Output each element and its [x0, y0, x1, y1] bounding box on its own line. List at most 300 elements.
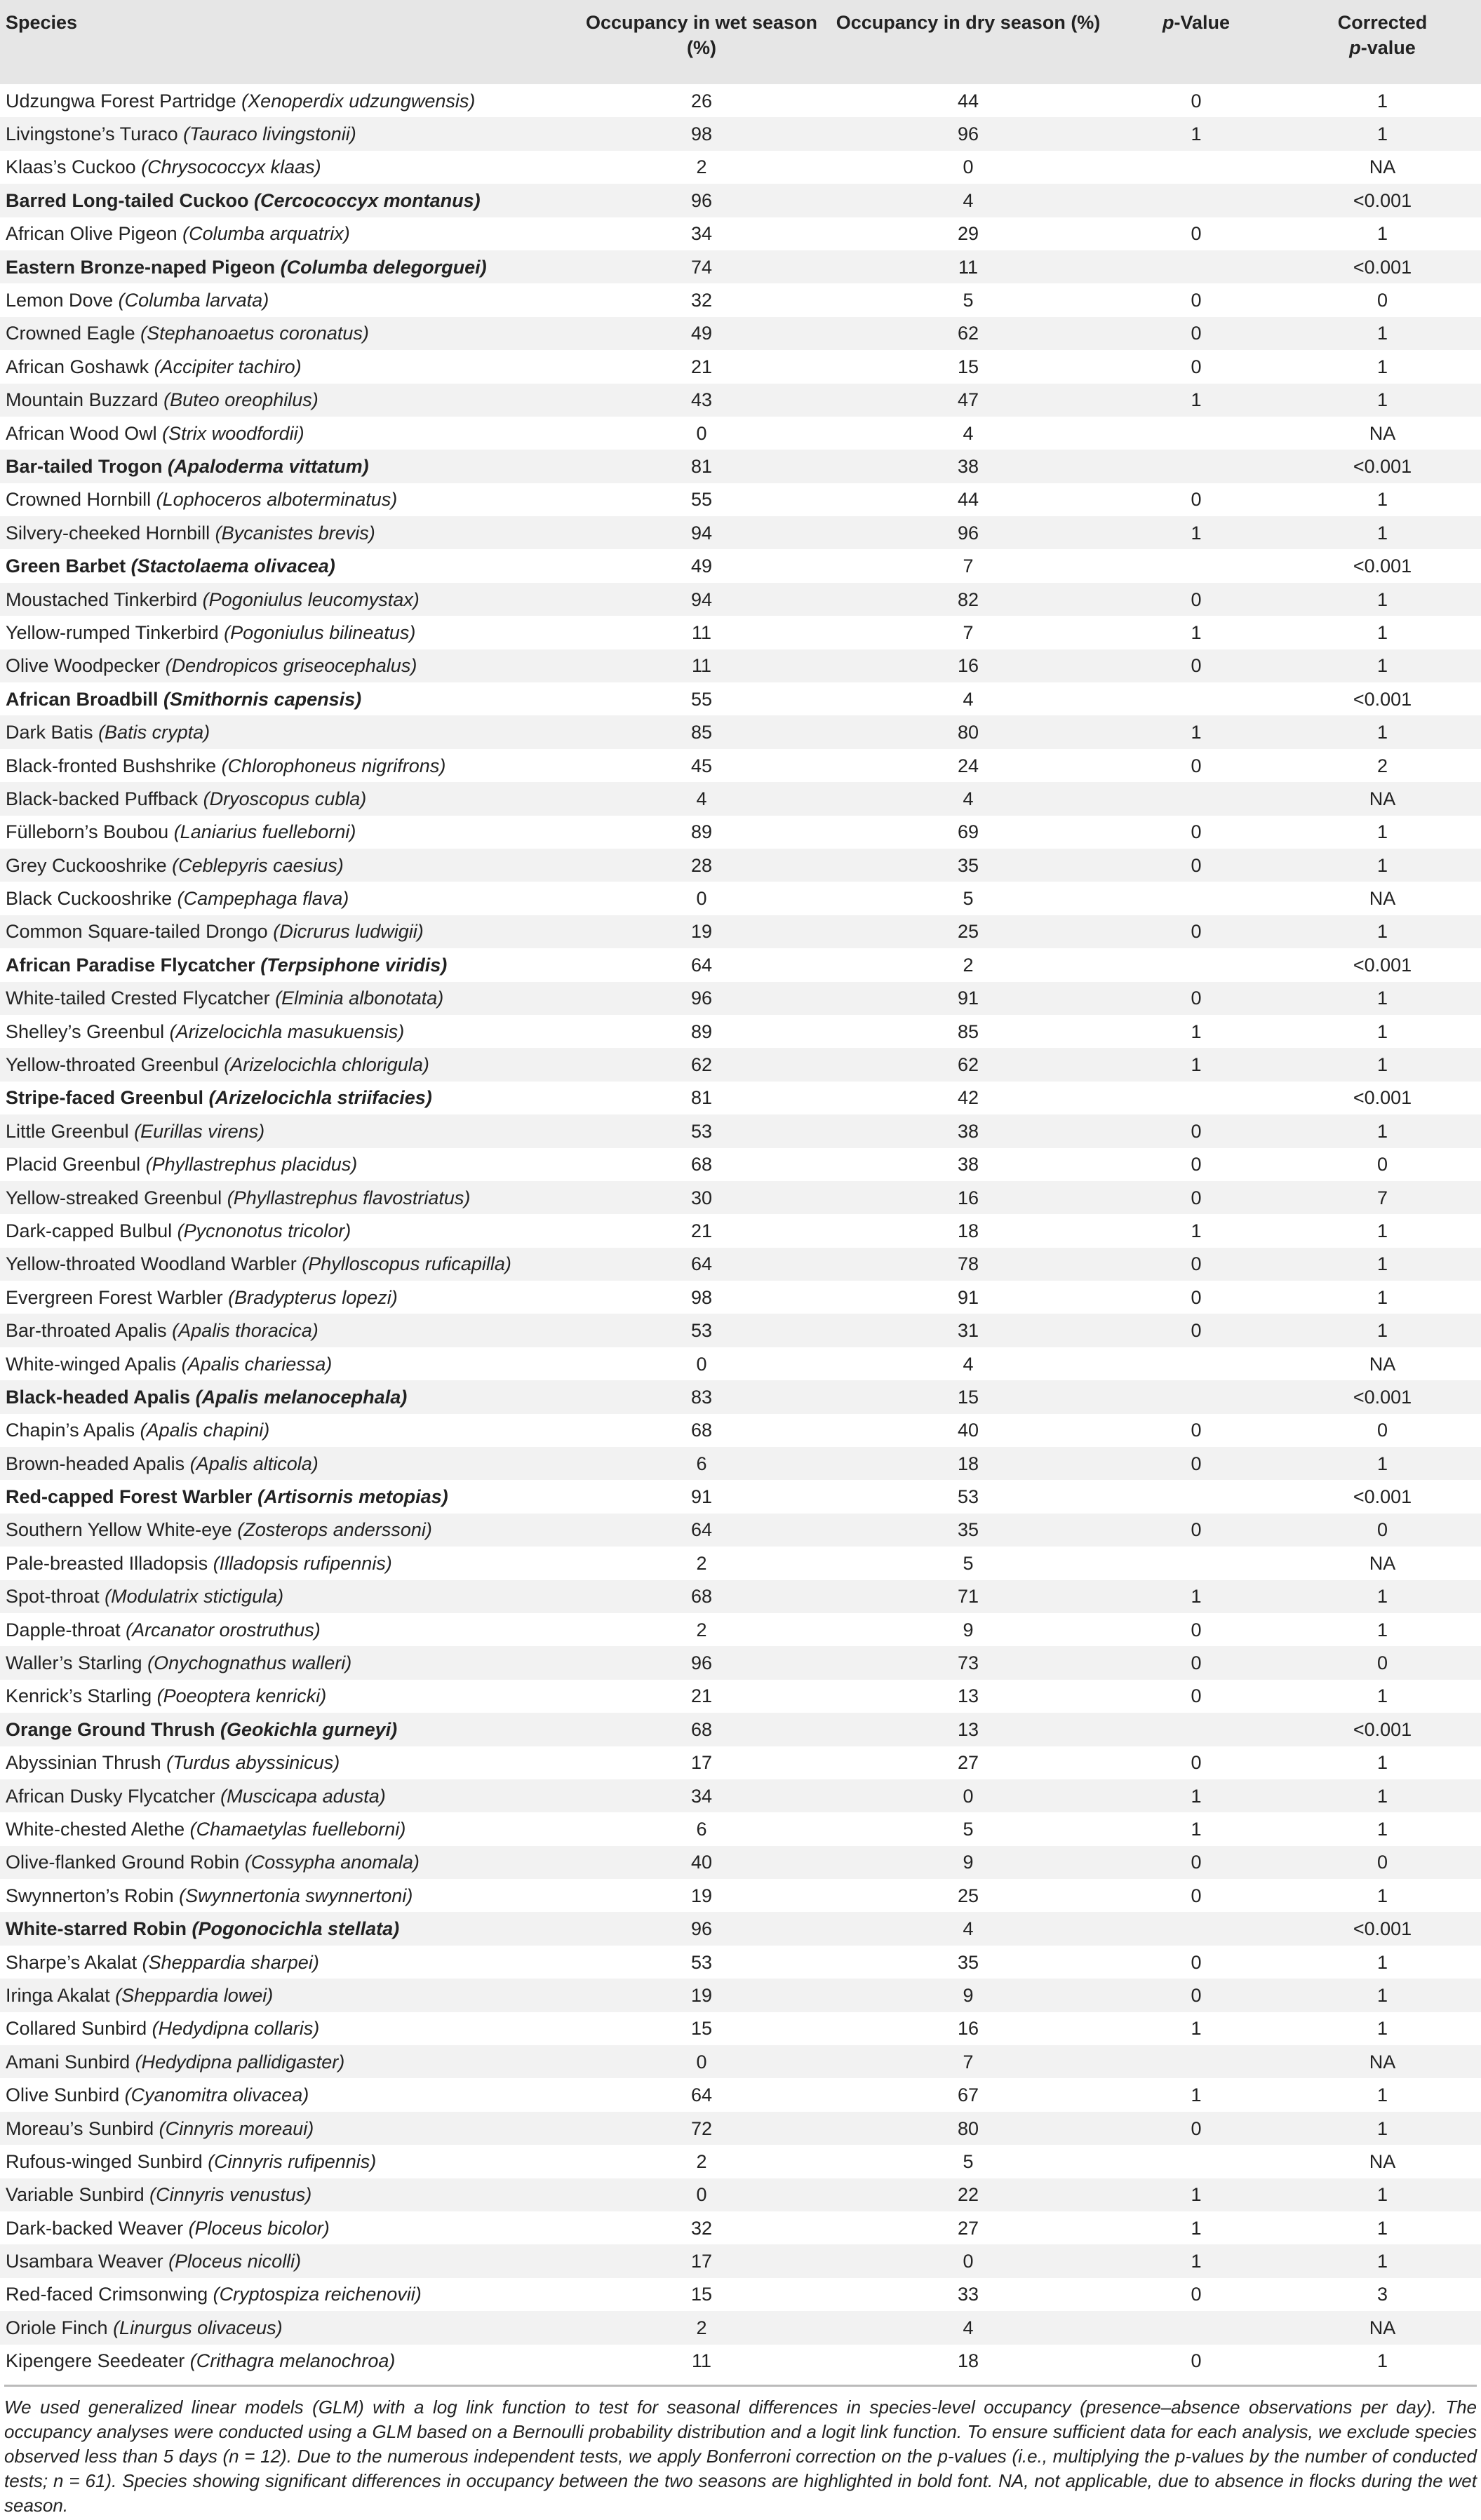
species-cell: [0, 250, 575, 283]
species-common-name: Bar-tailed Trogon: [6, 455, 163, 477]
species-common-name: Udzungwa Forest Partridge: [6, 90, 236, 112]
dry-occupancy-cell: 40: [957, 1420, 979, 1441]
species-cell: [0, 1514, 575, 1547]
species-common-name: Pale-breasted Illadopsis: [6, 1552, 208, 1574]
corrected-p-value-cell: 1: [1376, 2251, 1388, 2272]
table-footnote: We used generalized linear models (GLM) with a log link function to test for seasonal differences in species-level occupancy (presence–absence observations per day). The occupancy analyses were conducted using a GLM based on a Bernoulli probability distribution and a logit link function. To ensure sufficient data for each analysis, we exclude species observed less than 5 days (n = 12). Due to the numerous independent tests, we apply Bonferroni correction on the p-values (i.e., multiplying the p-values by the number of conducted tests; n = 61). Species showing significant differences in occupancy between the two seasons are highlighted in bold font. NA, not applicable, due to absence in flocks during the wet season.: [4, 2385, 1477, 2518]
species-common-name: Abyssinian Thrush: [6, 1752, 161, 1774]
p-value-cell: 0: [1191, 1852, 1202, 1873]
dry-occupancy-cell: 9: [963, 1852, 974, 1873]
table-row: [0, 483, 1481, 516]
wet-occupancy-cell: 53: [690, 1120, 713, 1142]
p-value-cell: 0: [1191, 1984, 1202, 2006]
species-common-name: Shelley’s Greenbul: [6, 1020, 165, 1042]
species-scientific-name: (Modulatrix stictigula): [105, 1586, 284, 1608]
table-row: [0, 1114, 1481, 1147]
species-scientific-name: (Apalis thoracica): [172, 1320, 319, 1342]
wet-occupancy-cell: 89: [690, 1020, 713, 1042]
species-cell: [0, 715, 575, 748]
species-scientific-name: (Geokichla gurneyi): [220, 1718, 398, 1740]
table-row: [0, 217, 1481, 250]
species-common-name: Common Square-tailed Drongo: [6, 921, 268, 943]
p-value-cell: [1108, 151, 1284, 184]
corrected-p-value-cell: NA: [1369, 888, 1396, 910]
corrected-p-value-cell: 1: [1376, 655, 1388, 677]
species-common-name: Yellow-streaked Greenbul: [6, 1187, 222, 1208]
dry-occupancy-cell: 24: [957, 755, 979, 776]
species-cell: [0, 1713, 575, 1746]
species-cell: [0, 948, 575, 981]
species-cell: [0, 1879, 575, 1912]
species-cell: [0, 317, 575, 350]
table-row: [0, 2012, 1481, 2045]
corrected-p-value-cell: <0.001: [1353, 555, 1412, 577]
p-value-cell: [1108, 417, 1284, 450]
dry-occupancy-cell: 35: [957, 1951, 979, 1973]
table-row: [0, 1048, 1481, 1081]
species-cell: [0, 117, 575, 150]
table-row: [0, 2278, 1481, 2311]
wet-occupancy-cell: 74: [690, 256, 713, 278]
wet-occupancy-cell: 17: [690, 1752, 713, 1774]
corrected-p-value-cell: 1: [1376, 1220, 1388, 1241]
dry-occupancy-cell: 4: [963, 688, 974, 710]
dry-occupancy-cell: 38: [957, 455, 979, 477]
p-value-cell: 1: [1191, 1220, 1202, 1241]
table-row: [0, 117, 1481, 150]
corrected-p-value-cell: <0.001: [1353, 688, 1412, 710]
dry-occupancy-cell: 9: [963, 1984, 974, 2006]
corrected-p-value-cell: 1: [1376, 722, 1388, 743]
corrected-p-value-cell: 1: [1376, 921, 1388, 943]
dry-occupancy-cell: 5: [963, 290, 974, 311]
table-row: [0, 583, 1481, 616]
species-scientific-name: (Columba arquatrix): [182, 223, 350, 245]
species-common-name: Chapin’s Apalis: [6, 1420, 135, 1441]
dry-occupancy-cell: 11: [958, 256, 979, 278]
header-p-italic: p: [1162, 12, 1174, 33]
corrected-p-value-cell: <0.001: [1353, 1718, 1412, 1740]
table-row: [0, 816, 1481, 849]
species-cell: [0, 2112, 575, 2145]
p-value-cell: [1108, 450, 1284, 483]
dry-occupancy-cell: 38: [957, 1120, 979, 1142]
p-value-cell: 1: [1191, 1020, 1202, 1042]
dry-occupancy-cell: 25: [957, 1885, 979, 1906]
wet-occupancy-cell: 40: [690, 1852, 713, 1873]
species-common-name: Yellow-throated Greenbul: [6, 1054, 219, 1076]
corrected-p-value-cell: 1: [1376, 1020, 1388, 1042]
species-common-name: Barred Long-tailed Cuckoo: [6, 189, 249, 211]
wet-occupancy-cell: 19: [690, 1984, 713, 2006]
dry-occupancy-cell: 15: [957, 1386, 979, 1408]
wet-occupancy-cell: 2: [696, 1619, 707, 1640]
corrected-p-value-cell: 1: [1376, 854, 1388, 876]
species-scientific-name: (Sheppardia sharpei): [142, 1951, 319, 1973]
table-row: [0, 616, 1481, 649]
species-cell: [0, 1480, 575, 1513]
dry-occupancy-cell: 4: [963, 788, 974, 809]
table-row: [0, 1779, 1481, 1812]
corrected-p-value-cell: 0: [1376, 1652, 1388, 1674]
dry-occupancy-cell: 85: [957, 1020, 979, 1042]
dry-occupancy-cell: 0: [963, 156, 974, 178]
wet-occupancy-cell: 53: [690, 1320, 713, 1342]
species-scientific-name: (Zosterops anderssoni): [237, 1519, 432, 1541]
species-scientific-name: (Batis crypta): [98, 722, 210, 743]
header-row: [0, 0, 1481, 84]
p-value-cell: 0: [1191, 1652, 1202, 1674]
species-common-name: African Olive Pigeon: [6, 223, 177, 245]
species-cell: [0, 749, 575, 782]
table-row: [0, 2078, 1481, 2111]
species-scientific-name: (Cyanomitra olivacea): [124, 2084, 309, 2106]
corrected-p-value-cell: <0.001: [1353, 1918, 1412, 1940]
species-cell: [0, 84, 575, 117]
dry-occupancy-cell: 35: [957, 854, 979, 876]
table-row: [0, 1946, 1481, 1979]
table-row: [0, 649, 1481, 682]
wet-occupancy-cell: 98: [690, 123, 713, 145]
species-scientific-name: (Phyllastrephus flavostriatus): [227, 1187, 471, 1208]
corrected-p-value-cell: 1: [1376, 2217, 1388, 2239]
species-common-name: Brown-headed Apalis: [6, 1453, 185, 1474]
species-common-name: Orange Ground Thrush: [6, 1718, 215, 1740]
table-row: [0, 84, 1481, 117]
corrected-p-value-cell: 1: [1376, 1286, 1388, 1308]
header-species: Species: [0, 0, 575, 84]
p-value-cell: 1: [1191, 2084, 1202, 2106]
wet-occupancy-cell: 6: [696, 1453, 707, 1474]
p-value-cell: [1108, 1480, 1284, 1513]
species-cell: [0, 217, 575, 250]
table-body: [0, 84, 1481, 2378]
species-common-name: Silvery-cheeked Hornbill: [6, 522, 210, 544]
p-value-cell: 0: [1191, 1685, 1202, 1707]
species-cell: [0, 417, 575, 450]
species-common-name: Black-backed Puffback: [6, 788, 199, 809]
wet-occupancy-cell: 6: [696, 1819, 707, 1840]
dry-occupancy-cell: 15: [957, 356, 979, 377]
p-value-cell: 0: [1191, 90, 1202, 112]
corrected-p-value-cell: 1: [1376, 1819, 1388, 1840]
species-cell: [0, 2244, 575, 2277]
corrected-p-value-cell: <0.001: [1353, 1486, 1412, 1508]
species-common-name: Olive Woodpecker: [6, 655, 161, 677]
species-scientific-name: (Hedydipna pallidigaster): [135, 2051, 345, 2073]
p-value-cell: [1108, 782, 1284, 815]
table-row: [0, 417, 1481, 450]
p-value-cell: 0: [1191, 1120, 1202, 1142]
species-common-name: African Goshawk: [6, 356, 149, 377]
species-cell: [0, 1547, 575, 1579]
wet-occupancy-cell: 34: [690, 223, 713, 245]
wet-occupancy-cell: 2: [696, 2317, 707, 2338]
p-value-cell: 0: [1191, 1951, 1202, 1973]
p-value-cell: 0: [1191, 755, 1202, 776]
table-row: [0, 1447, 1481, 1480]
species-scientific-name: (Arizelocichla chlorigula): [224, 1054, 429, 1076]
corrected-p-value-cell: 1: [1376, 123, 1388, 145]
table-row: [0, 1514, 1481, 1547]
corrected-p-value-cell: 1: [1376, 1120, 1388, 1142]
dry-occupancy-cell: 18: [957, 1453, 979, 1474]
table-row: [0, 2311, 1481, 2344]
table-row: [0, 317, 1481, 350]
species-cell: [0, 1680, 575, 1713]
dry-occupancy-cell: 71: [957, 1586, 979, 1608]
p-value-cell: 0: [1191, 2284, 1202, 2305]
species-common-name: Stripe-faced Greenbul: [6, 1087, 204, 1109]
dry-occupancy-cell: 4: [963, 2317, 974, 2338]
dry-occupancy-cell: 27: [957, 1752, 979, 1774]
corrected-p-value-cell: <0.001: [1353, 954, 1412, 976]
corrected-p-value-cell: <0.001: [1353, 189, 1412, 211]
dry-occupancy-cell: 80: [957, 2117, 979, 2139]
species-scientific-name: (Smithornis capensis): [163, 688, 362, 710]
corrected-p-value-cell: 1: [1376, 1619, 1388, 1640]
wet-occupancy-cell: 21: [690, 356, 713, 377]
species-scientific-name: (Arcanator orostruthus): [126, 1619, 321, 1640]
species-common-name: Oriole Finch: [6, 2317, 108, 2338]
table-row: [0, 450, 1481, 483]
p-value-cell: 0: [1191, 356, 1202, 377]
species-common-name: Placid Greenbul: [6, 1154, 141, 1175]
species-scientific-name: (Linurgus olivaceus): [113, 2317, 283, 2338]
p-value-cell: 0: [1191, 821, 1202, 843]
species-common-name: Bar-throated Apalis: [6, 1320, 167, 1342]
table-row: [0, 1646, 1481, 1679]
wet-occupancy-cell: 96: [690, 1918, 713, 1940]
dry-occupancy-cell: 7: [963, 555, 974, 577]
species-cell: [0, 816, 575, 849]
corrected-p-value-cell: <0.001: [1353, 1087, 1412, 1109]
header-wet-occupancy: Occupancy in wet season (%): [575, 0, 828, 84]
dry-occupancy-cell: 16: [957, 655, 979, 677]
corrected-p-value-cell: 1: [1376, 2084, 1388, 2106]
table-row: [0, 1580, 1481, 1613]
species-scientific-name: (Buteo oreophilus): [163, 389, 319, 411]
wet-occupancy-cell: 49: [690, 323, 713, 344]
p-value-cell: [1108, 1912, 1284, 1945]
species-scientific-name: (Phylloscopus ruficapilla): [302, 1253, 511, 1275]
species-cell: [0, 1314, 575, 1347]
species-cell: [0, 184, 575, 217]
dry-occupancy-cell: 62: [957, 323, 979, 344]
table-row: [0, 384, 1481, 417]
dry-occupancy-cell: 16: [957, 2018, 979, 2040]
wet-occupancy-cell: 89: [690, 821, 713, 843]
species-common-name: Yellow-rumped Tinkerbird: [6, 621, 219, 643]
species-common-name: Crowned Eagle: [6, 323, 135, 344]
corrected-p-value-cell: 1: [1376, 2350, 1388, 2372]
wet-occupancy-cell: 0: [696, 2051, 707, 2073]
dry-occupancy-cell: 44: [957, 90, 979, 112]
dry-occupancy-cell: 0: [963, 1785, 974, 1807]
species-common-name: African Broadbill: [6, 688, 159, 710]
wet-occupancy-cell: 28: [690, 854, 713, 876]
corrected-p-value-cell: NA: [1369, 1353, 1396, 1375]
species-cell: [0, 849, 575, 882]
p-value-cell: 1: [1191, 2251, 1202, 2272]
wet-occupancy-cell: 11: [691, 2350, 712, 2372]
p-value-cell: 0: [1191, 489, 1202, 511]
p-value-cell: 1: [1191, 1054, 1202, 1076]
species-cell: [0, 1912, 575, 1945]
wet-occupancy-cell: 26: [690, 90, 713, 112]
wet-occupancy-cell: 55: [690, 688, 713, 710]
species-common-name: Spot-throat: [6, 1586, 100, 1608]
corrected-p-value-cell: 1: [1376, 223, 1388, 245]
corrected-p-value-cell: 1: [1376, 1885, 1388, 1906]
dry-occupancy-cell: 91: [957, 1286, 979, 1308]
table-row: [0, 1214, 1481, 1247]
corrected-p-value-cell: 1: [1376, 988, 1388, 1009]
dry-occupancy-cell: 7: [963, 2051, 974, 2073]
wet-occupancy-cell: 49: [690, 555, 713, 577]
wet-occupancy-cell: 43: [690, 389, 713, 411]
dry-occupancy-cell: 69: [957, 821, 979, 843]
dry-occupancy-cell: 62: [957, 1054, 979, 1076]
wet-occupancy-cell: 98: [690, 1286, 713, 1308]
table-row: [0, 151, 1481, 184]
species-cell: [0, 2012, 575, 2045]
corrected-p-value-cell: 1: [1376, 489, 1388, 511]
species-common-name: Red-capped Forest Warbler: [6, 1486, 253, 1508]
p-value-cell: 1: [1191, 722, 1202, 743]
species-cell: [0, 1946, 575, 1979]
species-common-name: Collared Sunbird: [6, 2018, 147, 2040]
table-row: [0, 1613, 1481, 1646]
table-row: [0, 1979, 1481, 2012]
table-row: [0, 2045, 1481, 2078]
p-value-cell: [1108, 1347, 1284, 1380]
p-value-cell: 0: [1191, 1619, 1202, 1640]
table-row: [0, 1846, 1481, 1879]
species-common-name: Swynnerton’s Robin: [6, 1885, 174, 1906]
species-scientific-name: (Apaloderma vittatum): [168, 455, 369, 477]
species-cell: [0, 450, 575, 483]
species-cell: [0, 915, 575, 948]
species-scientific-name: (Cryptospiza reichenovii): [213, 2284, 422, 2305]
wet-occupancy-cell: 53: [690, 1951, 713, 1973]
table-row: [0, 682, 1481, 715]
table-row: [0, 749, 1481, 782]
table-row: [0, 1480, 1481, 1513]
species-scientific-name: (Apalis melanocephala): [195, 1386, 408, 1408]
table-row: [0, 882, 1481, 915]
table-row: [0, 1082, 1481, 1114]
species-scientific-name: (Terpsiphone viridis): [260, 954, 448, 976]
table-row: [0, 516, 1481, 549]
corrected-p-value-cell: 0: [1376, 1852, 1388, 1873]
species-scientific-name: (Dryoscopus cubla): [203, 788, 367, 809]
species-common-name: White-starred Robin: [6, 1918, 187, 1940]
species-cell: [0, 384, 575, 417]
p-value-cell: 0: [1191, 2350, 1202, 2372]
corrected-p-value-cell: 1: [1376, 1951, 1388, 1973]
species-common-name: Red-faced Crimsonwing: [6, 2284, 208, 2305]
wet-occupancy-cell: 15: [690, 2284, 713, 2305]
p-value-cell: 1: [1191, 389, 1202, 411]
species-common-name: Amani Sunbird: [6, 2051, 130, 2073]
dry-occupancy-cell: 0: [963, 2251, 974, 2272]
corrected-p-value-cell: 1: [1376, 2117, 1388, 2139]
dry-occupancy-cell: 2: [963, 954, 974, 976]
p-value-cell: [1108, 2145, 1284, 2178]
table-row: [0, 2112, 1481, 2145]
corrected-p-value-cell: 1: [1376, 1785, 1388, 1807]
header-corrected-p-italic: p: [1349, 37, 1361, 58]
species-scientific-name: (Apalis chariessa): [181, 1353, 333, 1375]
species-cell: [0, 1347, 575, 1380]
wet-occupancy-cell: 17: [690, 2251, 713, 2272]
p-value-cell: 1: [1191, 2018, 1202, 2040]
corrected-p-value-cell: 1: [1376, 1453, 1388, 1474]
dry-occupancy-cell: 42: [957, 1087, 979, 1109]
p-value-cell: [1108, 250, 1284, 283]
corrected-p-value-cell: 1: [1376, 2184, 1388, 2206]
corrected-p-value-cell: NA: [1369, 422, 1396, 444]
species-scientific-name: (Phyllastrephus placidus): [145, 1154, 358, 1175]
corrected-p-value-cell: 1: [1376, 2018, 1388, 2040]
species-scientific-name: (Eurillas virens): [134, 1120, 265, 1142]
species-common-name: Black Cuckooshrike: [6, 888, 173, 910]
species-common-name: White-winged Apalis: [6, 1353, 177, 1375]
species-common-name: Moreau’s Sunbird: [6, 2117, 154, 2139]
dry-occupancy-cell: 27: [957, 2217, 979, 2239]
species-cell: [0, 283, 575, 316]
table-row: [0, 982, 1481, 1015]
wet-occupancy-cell: 64: [690, 954, 713, 976]
corrected-p-value-cell: 1: [1376, 588, 1388, 610]
wet-occupancy-cell: 62: [690, 1054, 713, 1076]
species-scientific-name: (Muscicapa adusta): [220, 1785, 386, 1807]
species-common-name: Livingstone’s Turaco: [6, 123, 178, 145]
corrected-p-value-cell: <0.001: [1353, 256, 1412, 278]
dry-occupancy-cell: 73: [957, 1652, 979, 1674]
wet-occupancy-cell: 0: [696, 422, 707, 444]
wet-occupancy-cell: 45: [690, 755, 713, 776]
species-common-name: African Dusky Flycatcher: [6, 1785, 215, 1807]
species-cell: [0, 1646, 575, 1679]
wet-occupancy-cell: 94: [690, 588, 713, 610]
dry-occupancy-cell: 35: [957, 1519, 979, 1541]
corrected-p-value-cell: <0.001: [1353, 1386, 1412, 1408]
species-cell: [0, 1580, 575, 1613]
species-common-name: Yellow-throated Woodland Warbler: [6, 1253, 297, 1275]
dry-occupancy-cell: 91: [957, 988, 979, 1009]
species-common-name: Grey Cuckooshrike: [6, 854, 167, 876]
wet-occupancy-cell: 85: [690, 722, 713, 743]
corrected-p-value-cell: 1: [1376, 1054, 1388, 1076]
p-value-cell: 1: [1191, 1586, 1202, 1608]
wet-occupancy-cell: 64: [690, 1253, 713, 1275]
p-value-cell: [1108, 1082, 1284, 1114]
dry-occupancy-cell: 4: [963, 189, 974, 211]
corrected-p-value-cell: NA: [1369, 2317, 1396, 2338]
species-common-name: White-tailed Crested Flycatcher: [6, 988, 270, 1009]
species-cell: [0, 2345, 575, 2378]
species-scientific-name: (Columba larvata): [118, 290, 269, 311]
wet-occupancy-cell: 68: [690, 1586, 713, 1608]
p-value-cell: 0: [1191, 655, 1202, 677]
corrected-p-value-cell: 1: [1376, 90, 1388, 112]
p-value-cell: 1: [1191, 522, 1202, 544]
species-common-name: Evergreen Forest Warbler: [6, 1286, 223, 1308]
species-common-name: Fülleborn’s Boubou: [6, 821, 169, 843]
species-cell: [0, 1114, 575, 1147]
